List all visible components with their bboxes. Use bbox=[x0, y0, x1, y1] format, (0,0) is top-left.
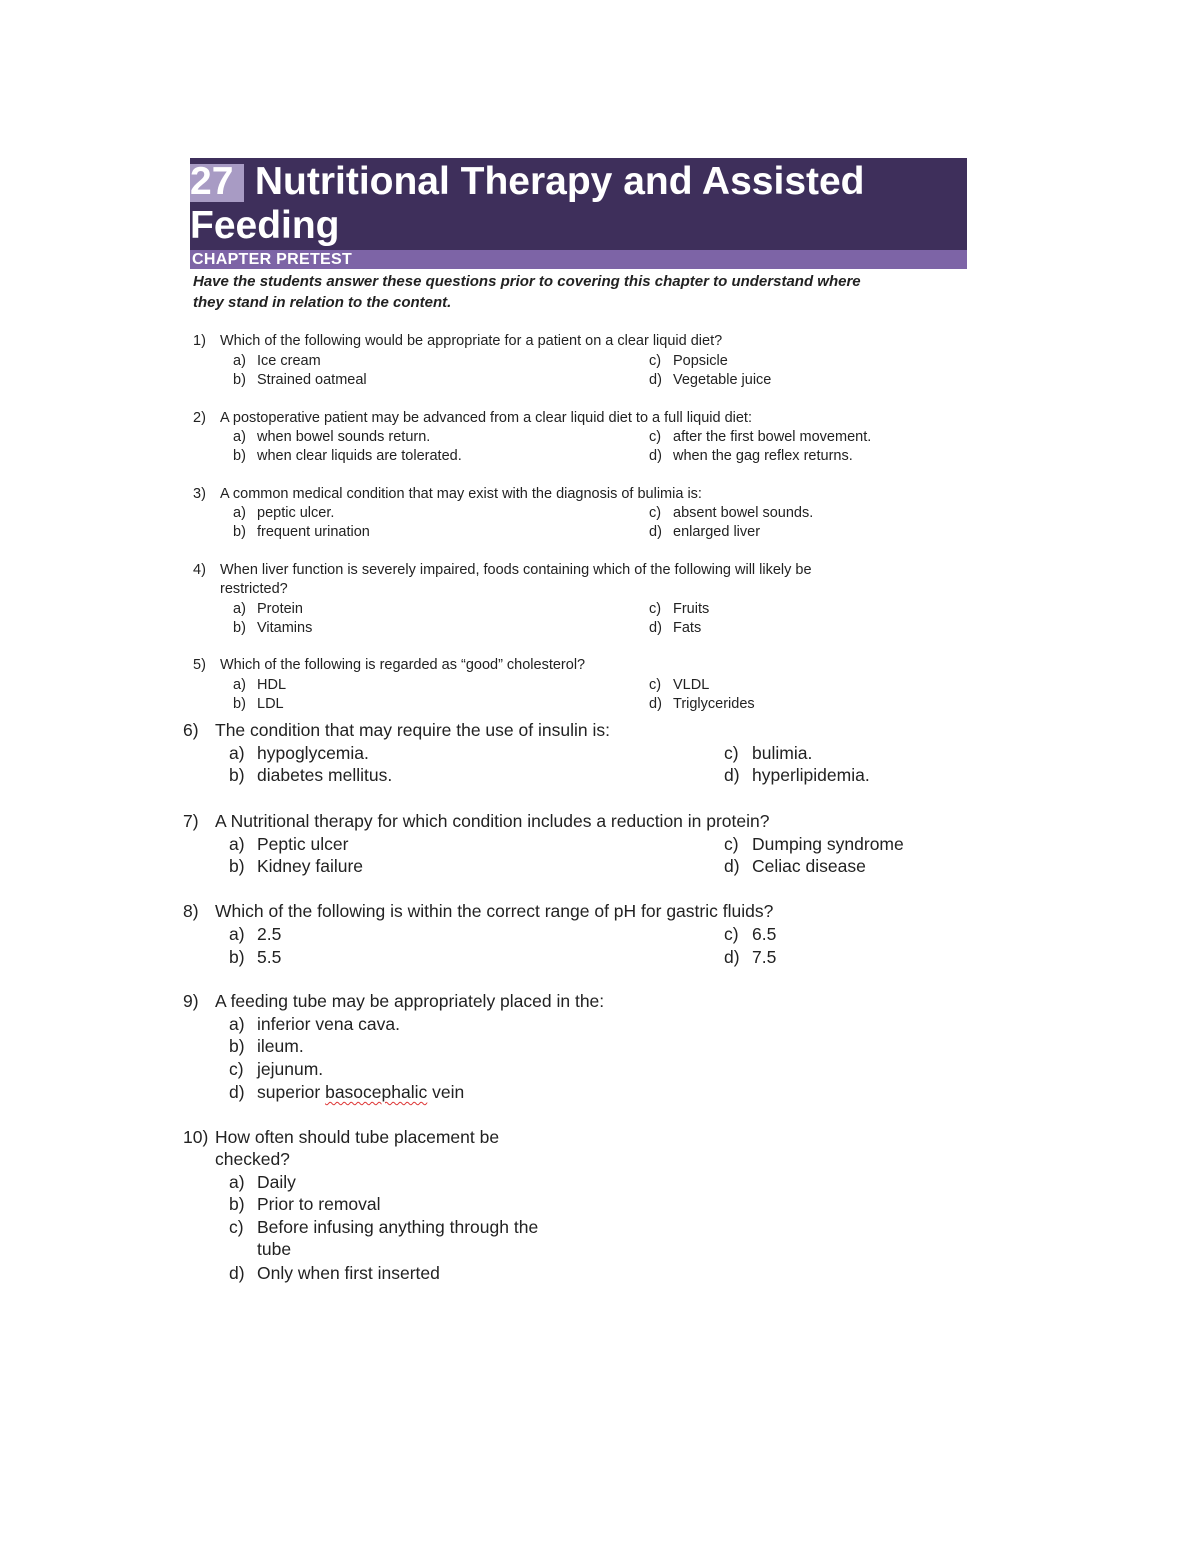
question-stem-line2: checked? bbox=[215, 1149, 290, 1169]
chapter-title-block bbox=[190, 158, 967, 250]
question-stem: The condition that may require the use of insulin is: bbox=[215, 720, 610, 740]
question-number: 9) bbox=[183, 991, 199, 1011]
question-stem: Which of the following would be appropriate for a patient on a clear liquid diet? bbox=[220, 333, 723, 349]
question-stem-line2: restricted? bbox=[220, 581, 288, 597]
question-stem-line1: How often should tube placement be bbox=[215, 1127, 500, 1147]
question-number: 8) bbox=[183, 901, 199, 921]
question-number: 1) bbox=[193, 333, 206, 349]
question-stem: A feeding tube may be appropriately placed in the: bbox=[215, 991, 605, 1011]
question-stem: A postoperative patient may be advanced from a clear liquid diet to a full liquid diet: bbox=[220, 410, 752, 426]
question-number: 5) bbox=[193, 657, 206, 673]
question-number: 2) bbox=[193, 410, 206, 426]
instructions bbox=[193, 271, 963, 313]
question-stem: A Nutritional therapy for which condition includes a reduction in protein? bbox=[215, 811, 770, 831]
instructions-line1: Have the students answer these questions prior to covering this chapter to understand where bbox=[193, 273, 861, 290]
question-number: 4) bbox=[193, 562, 206, 578]
question-number: 3) bbox=[193, 486, 206, 502]
chapter-title-line2: Feeding bbox=[190, 204, 340, 247]
question-stem: Which of the following is within the correct range of pH for gastric fluids? bbox=[215, 901, 774, 921]
question-stem: Which of the following is regarded as “good” cholesterol? bbox=[220, 657, 586, 673]
section-label-bar bbox=[190, 250, 967, 269]
question-number: 10) bbox=[183, 1127, 209, 1147]
question-number: 6) bbox=[183, 720, 199, 740]
section-label: CHAPTER PRETEST bbox=[192, 251, 353, 268]
instructions-line2: they stand in relation to the content. bbox=[193, 294, 452, 311]
chapter-title-line1: Nutritional Therapy and Assisted bbox=[254, 160, 865, 203]
chapter-number: 27 bbox=[190, 160, 234, 203]
chapter-title bbox=[190, 160, 967, 248]
misspelled-word: basocephalic bbox=[325, 1082, 428, 1102]
question-stem-line1: When liver function is severely impaired, foods containing which of the following will likely be bbox=[220, 562, 812, 578]
question-stem: A common medical condition that may exist with the diagnosis of bulimia is: bbox=[220, 486, 702, 502]
question-number: 7) bbox=[183, 811, 199, 831]
